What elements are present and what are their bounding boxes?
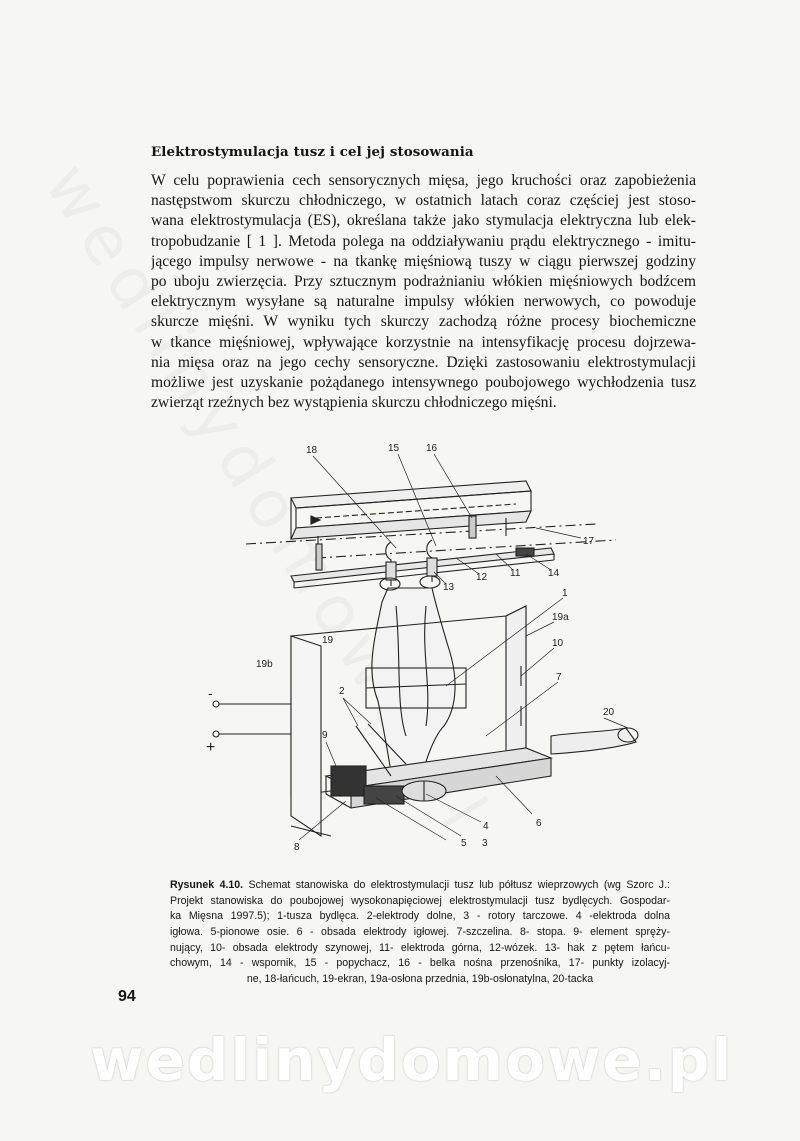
paragraph-line: zwierząt rzeźnych bez wystąpienia skurczu chłodniczego mięśni. bbox=[151, 394, 557, 412]
label-4: 4 bbox=[483, 821, 489, 832]
caption-line: ka Mięsna 1997.5); 1-tusza bydlęca. 2-elektrody dolne, 3 - rotory tarczowe. 4 -elektroda dolna bbox=[170, 910, 670, 923]
label-19b: 19b bbox=[256, 659, 273, 670]
label-9: 9 bbox=[322, 730, 328, 741]
carrier-beam bbox=[291, 481, 531, 554]
paragraph-line: jącego impulsy nerwowe - na tkankę mięśniową tuszy w ciągu pierwszej godziny bbox=[151, 252, 696, 270]
label-8: 8 bbox=[294, 842, 300, 853]
body-paragraph bbox=[151, 171, 696, 413]
paragraph-line: wana elektrostymulacja (ES), określana także jako stymulacja elektryczna lub elek- bbox=[151, 212, 696, 230]
label-7: 7 bbox=[556, 672, 562, 683]
paragraph-line: możliwe jest uzyskanie pożądanego intensywnego poubojowego wychłodzenia tusz bbox=[151, 373, 696, 391]
caption-title: Schemat stanowiska do elektrostymulacji tusz lub półtusz wieprzowych (wg Szorc J.: bbox=[248, 879, 670, 891]
paragraph-line: nia mięsa oraz na jego cechy sensoryczne. Dzięki zastosowaniu elektrostymulacji bbox=[151, 353, 696, 371]
label-14: 14 bbox=[548, 568, 560, 579]
paragraph-line: następstwom skurczu chłodniczego, w ostatnich latach coraz częściej jest stoso- bbox=[151, 192, 696, 210]
caption-line bbox=[170, 878, 670, 894]
label-6: 6 bbox=[536, 818, 542, 829]
label-15: 15 bbox=[388, 443, 400, 454]
caption-label: Rysunek 4.10. bbox=[170, 879, 244, 891]
terminal-minus: - bbox=[208, 685, 213, 701]
caption-line: chowym, 14 - wspornik, 15 - popychacz, 16 - belka nośna przenośnika, 17- punkty izolacyj- bbox=[170, 957, 670, 970]
label-16: 16 bbox=[426, 443, 438, 454]
label-5: 5 bbox=[461, 838, 467, 849]
label-3: 3 bbox=[482, 838, 488, 849]
page-number: 94 bbox=[118, 988, 136, 1005]
site-watermark: wedlinydomowe.pl bbox=[90, 1026, 734, 1094]
label-1: 1 bbox=[562, 588, 568, 599]
caption-line: Projekt stanowiska do poubojowej wysokonapięciowej elektrostymulacji tusz bydlęcych. Gospodar- bbox=[170, 894, 670, 907]
label-12: 12 bbox=[476, 572, 488, 583]
label-11: 11 bbox=[510, 568, 521, 579]
label-20: 20 bbox=[603, 707, 615, 718]
section-heading: Elektrostymulacja tusz i cel jej stosowania bbox=[151, 144, 474, 160]
caption-line: igłowa. 5-pionowe osie. 6 - obsada elektrody igłowej. 7-szczelina. 8- stopa. 9- element spręży- bbox=[170, 926, 670, 939]
label-18: 18 bbox=[306, 445, 318, 456]
figure-caption bbox=[170, 878, 670, 988]
label-17: 17 bbox=[583, 536, 595, 547]
terminal-plus: + bbox=[206, 739, 216, 756]
paragraph-line: w tkance mięśniowej, wpływające korzystnie na intensyfikację procesu dojrzewa- bbox=[151, 333, 696, 351]
label-19a: 19a bbox=[552, 612, 569, 623]
label-13: 13 bbox=[443, 582, 455, 593]
label-2: 2 bbox=[339, 686, 345, 697]
paragraph-line: tropobudzanie [ 1 ]. Metoda polega na oddziaływaniu prądu elektrycznego - imitu- bbox=[151, 232, 696, 250]
electrostimulation-station-diagram bbox=[196, 436, 656, 866]
caption-line: ne, 18-łańcuch, 19-ekran, 19a-osłona przednia, 19b-osłonatylna, 20-tacka bbox=[246, 973, 594, 986]
label-10: 10 bbox=[552, 638, 564, 649]
tray bbox=[551, 728, 638, 754]
paragraph-line: elektrycznym wysyłane są naturalne impulsy włókien nerwowych, co powoduje bbox=[151, 293, 696, 311]
label-19: 19 bbox=[322, 635, 334, 646]
paragraph-line: W celu poprawienia cech sensorycznych mięsa, jego kruchości oraz zapobieżenia bbox=[151, 172, 696, 189]
paragraph-line: po uboju zwierzęcia. Przy sztucznym podrażnianiu włókien mięśniowych bodźcem bbox=[151, 272, 696, 290]
caption-line: nujący, 10- obsada elektrody szynowej, 11- elektroda górna, 12-wózek. 13- hak z pętem łańcu- bbox=[170, 941, 670, 954]
paragraph-line: skurcze mięśni. W wyniku tych skurczy zachodzą różne procesy biochemiczne bbox=[151, 313, 696, 331]
